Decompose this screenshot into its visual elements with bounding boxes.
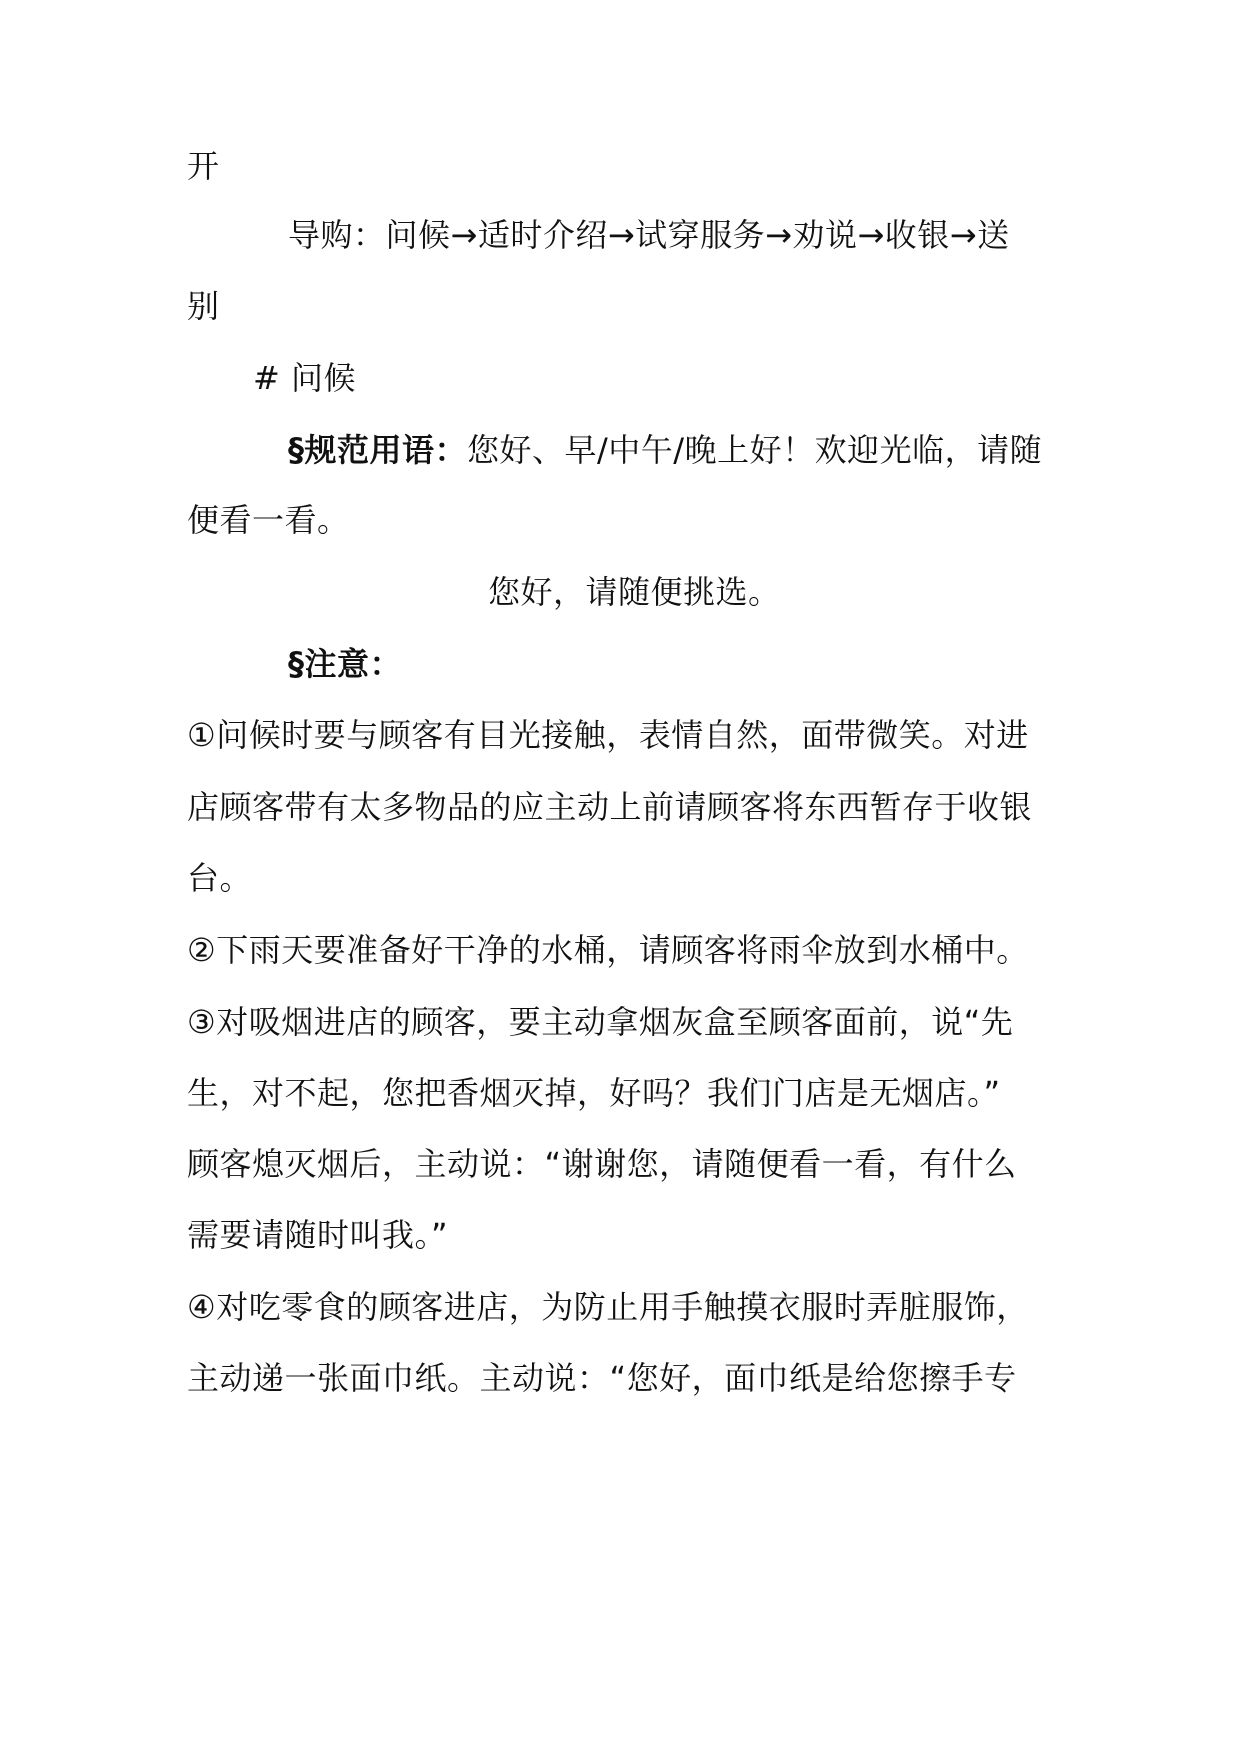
text-line: 便看一看。 <box>187 501 350 539</box>
notice-label: §注意： <box>288 645 403 683</box>
text-line: 别 <box>187 287 220 325</box>
text-line: 导购：问候→适时介绍→试穿服务→劝说→收银→送 <box>288 216 1010 254</box>
text-line: 台。 <box>187 859 253 897</box>
standard-phrases-line <box>288 430 1042 470</box>
section-heading: # 问候 <box>253 359 356 397</box>
text-line: ②下雨天要准备好干净的水桶，请顾客将雨伞放到水桶中。 <box>187 931 1029 969</box>
text-line: ①问候时要与顾客有目光接触，表情自然，面带微笑。对进 <box>187 716 1029 754</box>
text-line: 顾客熄灭烟后，主动说：“谢谢您，请随便看一看，有什么 <box>187 1145 1017 1183</box>
text-line: 店顾客带有太多物品的应主动上前请顾客将东西暂存于收银 <box>187 788 1033 826</box>
text-line: ③对吸烟进店的顾客，要主动拿烟灰盒至顾客面前，说“先 <box>187 1003 1014 1041</box>
text-line: 您好，请随便挑选。 <box>488 573 781 611</box>
text-line: 主动递一张面巾纸。主动说：“您好，面巾纸是给您擦手专 <box>187 1359 1017 1397</box>
text-line: 需要请随时叫我。” <box>187 1216 449 1254</box>
standard-phrases-label: §规范用语： <box>288 431 468 469</box>
text-line: ④对吃零食的顾客进店，为防止用手触摸衣服时弄脏服饰， <box>187 1288 1029 1326</box>
text-line: 生，对不起，您把香烟灭掉，好吗？我们门店是无烟店。” <box>187 1074 1001 1112</box>
standard-phrases-text: 您好、早/中午/晚上好！欢迎光临，请随 <box>467 431 1043 469</box>
text-line: 开 <box>187 147 220 185</box>
